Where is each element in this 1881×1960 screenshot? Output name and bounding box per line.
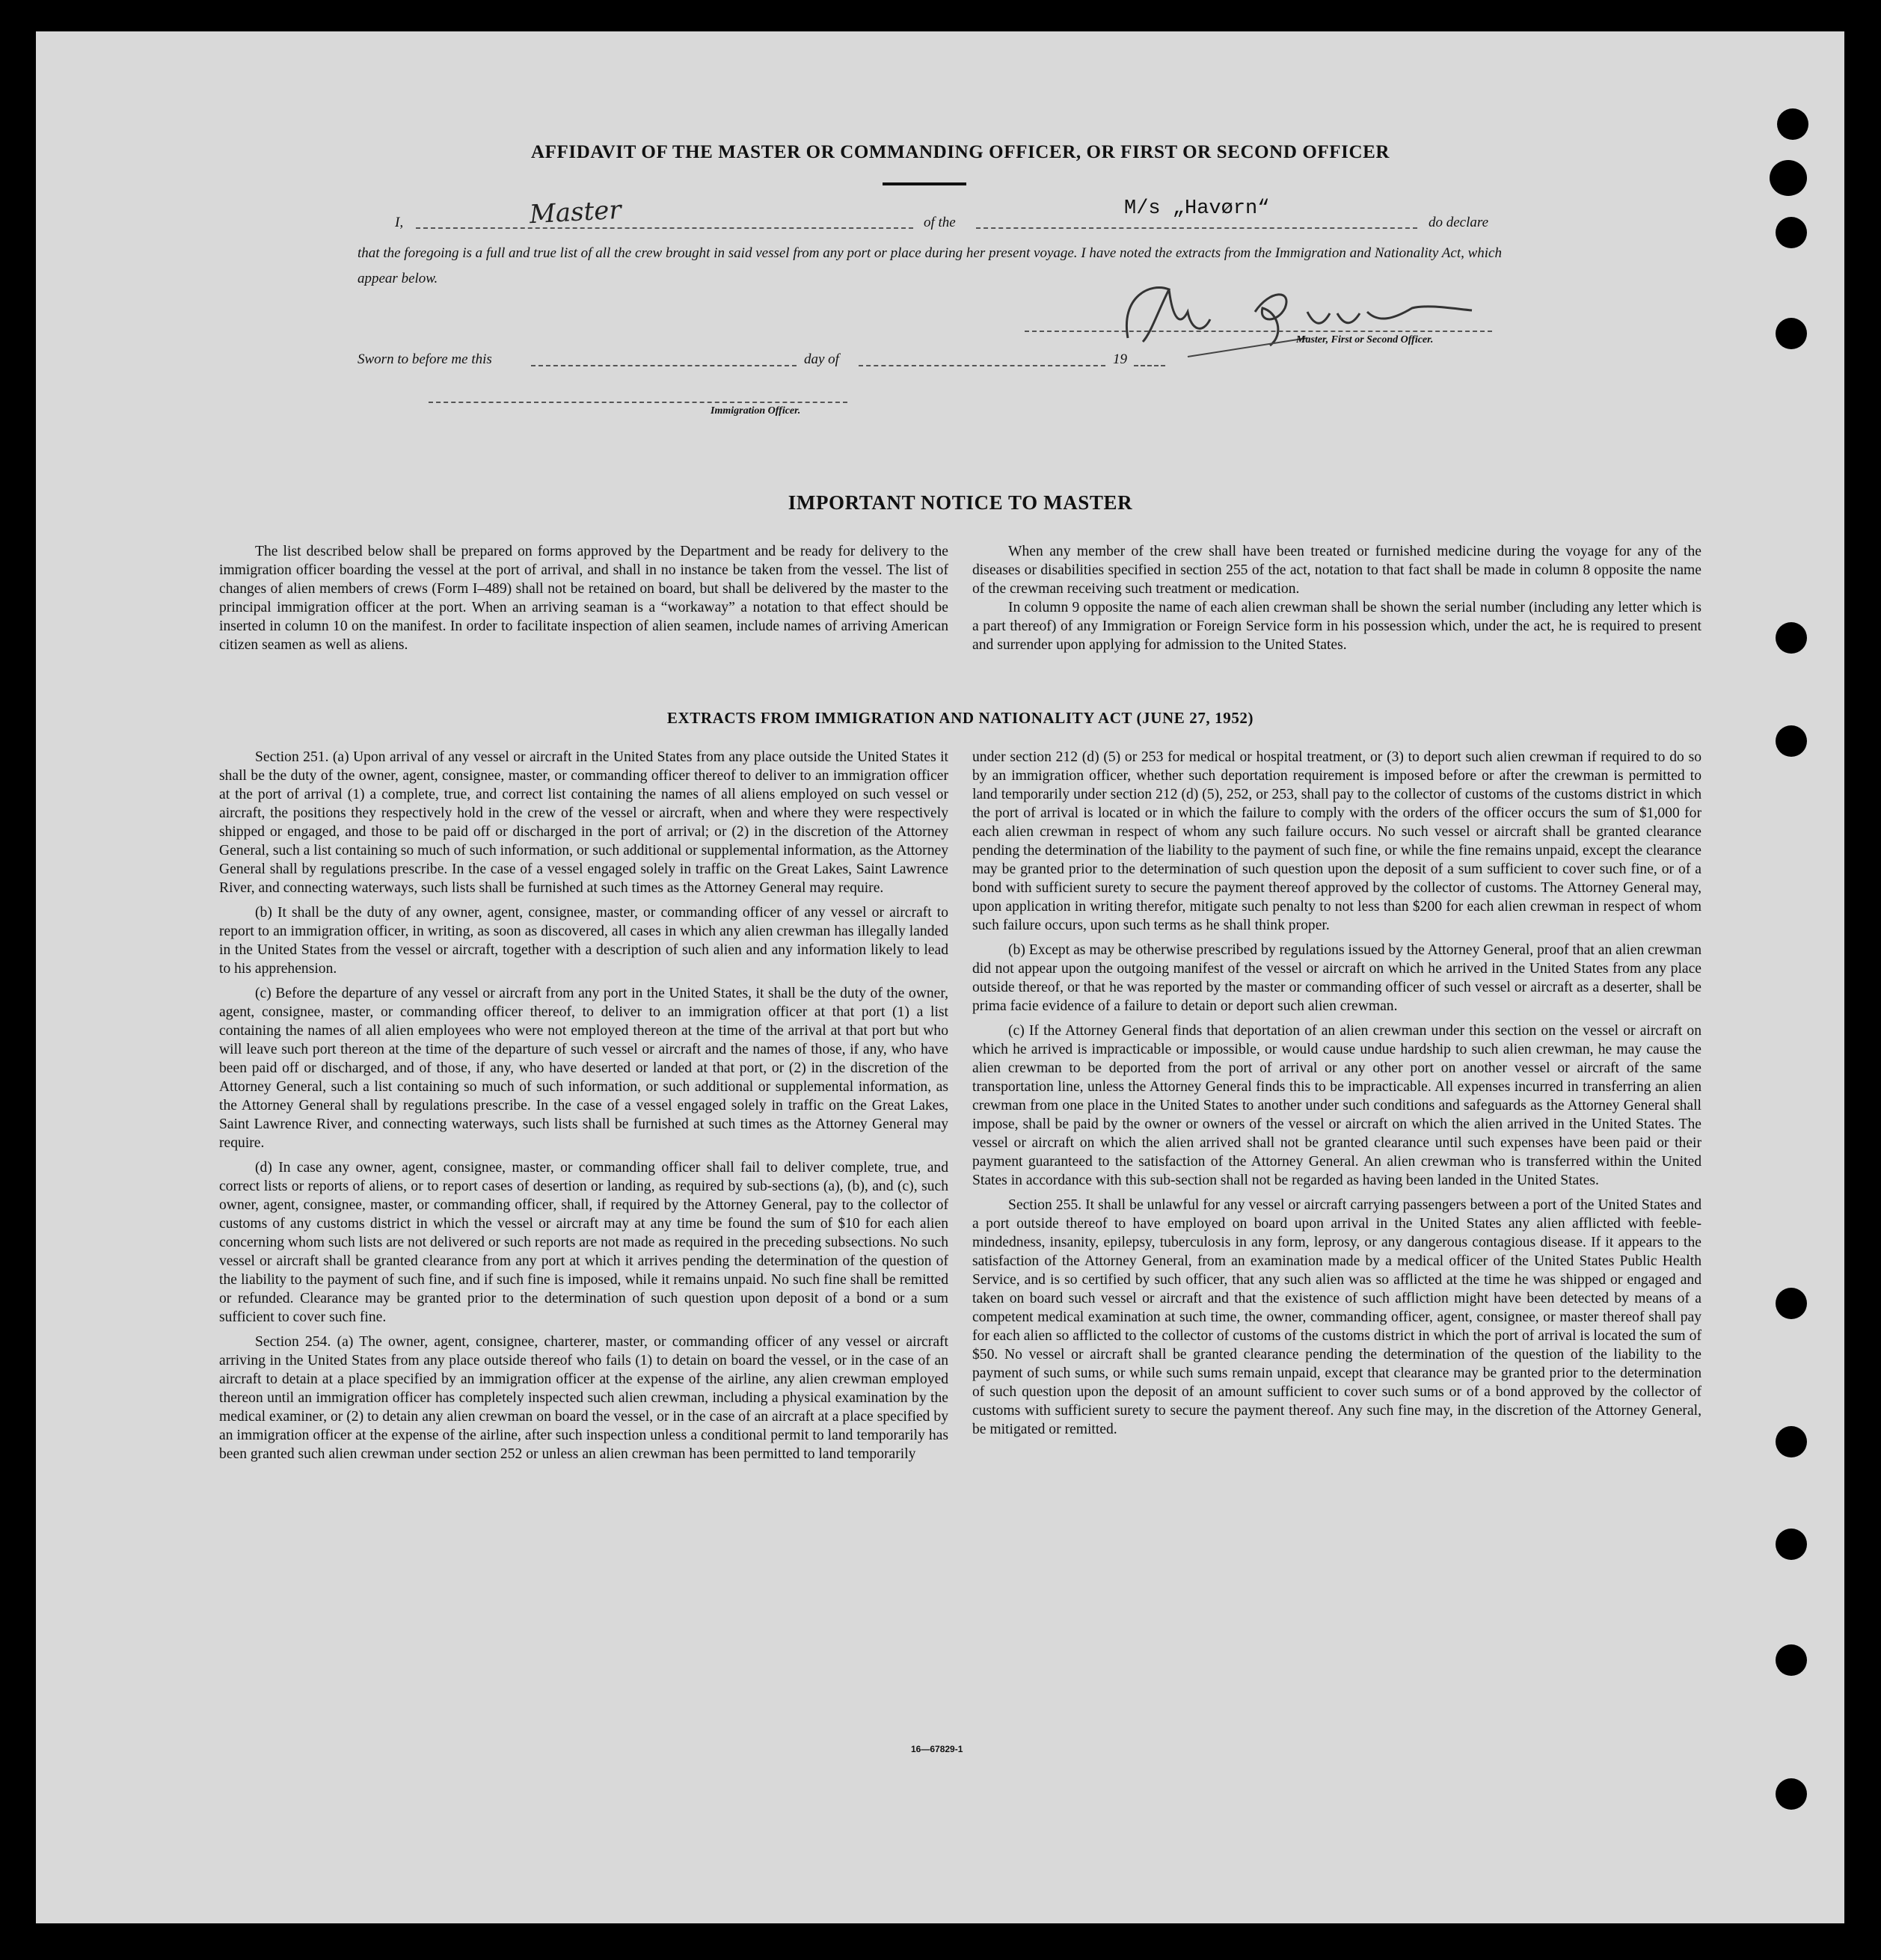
extract-paragraph: (b) Except as may be otherwise prescribed by regulations issued by the Attorney General, proof that an alien crewman did not appear upon the outgoing manifest of the vessel or aircraft on which he arrived in the United States from any place outside thereof, or that he was reported by the master or commanding officer of such vessel or aircraft as a deserter, shall be prima facie evidence of a failure to detain or deport such alien crewman. [972,942,1702,1014]
sworn-label: Sworn to before me this [358,351,492,367]
extract-paragraph: (b) It shall be the duty of any owner, agent, consignee, master, or commanding officer of any vessel or aircraft to report to an immigration officer, in writing, as soon as discovered, all cases in which any alien crewman has illegally landed in the United States from the vessel or aircraft, together with a description of such alien and any information likely to lead to his apprehension. [219,905,948,977]
notice-left-column [219,542,948,660]
i-label: I, [395,215,404,230]
notice-right-paragraph: In column 9 opposite the name of each alien crewman shall be shown the serial number (including any letter which is a part thereof) of any Immigration or Foreign Service form in his possession which, under the act, he is required to present and surrender upon applying for admission to the United States. [972,600,1702,653]
extract-paragraph: Section 251. (a) Upon arrival of any vessel or aircraft in the United States from any place outside the United States it shall be the duty of the owner, agent, consignee, master, or commanding officer thereof to deliver to an immigration officer at the port of arrival (1) a complete, true, and correct list containing the names of all aliens employed on such vessel or aircraft, the positions they respectively hold in the crew of the vessel or aircraft, when and where they were respectively shipped or engaged, and those to be paid off or discharged in the port of arrival; or (2) in the discretion of the Attorney General, such a list containing so much of such information, or such additional or supplemental information, as the Attorney General shall by regulations prescribe. In the case of a vessel engaged solely in traffic on the Great Lakes, Saint Lawrence River, and connecting waterways, such lists shall be furnished at such times as the Attorney General may require. [219,749,948,896]
declaration-text: that the foregoing is a full and true list of all the crew brought in said vessel from any port or place during her present voyage. I have noted the extracts from the Immigration and Nationality Act, which appear below. [358,245,1502,286]
officer-caption: Immigration Officer. [711,405,801,417]
vessel-name: M/s „Havørn“ [1124,197,1270,220]
extract-continuation: under section 212 (d) (5) or 253 for medical or hospital treatment, or (3) to deport such alien crewman if required to do so by an immigration officer, whether such deportation requirement is imposed before or after the crewman is permitted to land temporarily under section 212 (d) (5), 252, or 253, shall pay to the collector of customs of the customs district in which the port of arrival is located or in which the failure to comply with the orders of the officer occurs the sum of $1,000 for each alien crewman in respect of whom any such failure occurs. No such vessel or aircraft shall be granted clearance pending the determination of the liability to the payment of such fine, or while the fine remains unpaid, except the clearance may be granted prior to the determination of such question upon the deposit of a sum sufficient to cover such fine, or of a bond with sufficient surety to secure the payment thereof approved by the collector of customs. The Attorney General may, upon application in writing therefor, mitigate such penalty to not less than $200 for each alien crewman in respect of whom such failure occurs, upon such terms as he shall think proper. [972,749,1702,933]
extracts-right-column [972,748,1702,1445]
punch-hole [1777,108,1808,140]
extract-paragraph: (c) If the Attorney General finds that deportation of an alien crewman under this section on the vessel or aircraft on which he arrived is impracticable or impossible, or would cause undue hardship to such alien crewman, he may cause the alien crewman to be deported from the port of arrival or any other port on another vessel or aircraft of the same transportation line, unless the Attorney General finds this to be impracticable. All expenses incurred in transferring an alien crewman from one place in the United States to another under such conditions and safeguards as the Attorney General shall impose, shall be paid by the owner or owners of the vessel or aircraft on which the alien arrived in the United States. The vessel or aircraft on which the alien arrived shall not be granted clearance until such expenses have been paid or their payment guaranteed to the satisfaction of the Attorney General. An alien crewman who is transferred within the United States in accordance with this sub-section shall not be regarded as having been landed in the United States. [972,1023,1702,1188]
notice-title: IMPORTANT NOTICE TO MASTER [788,491,1133,514]
punch-hole [1776,1426,1807,1457]
vessel-line [976,227,1417,229]
punch-hole [1776,622,1807,654]
year-line [1134,365,1165,366]
punch-hole [1776,217,1807,248]
year-prefix: 19 [1113,351,1127,367]
punch-hole [1776,1529,1807,1560]
month-line [859,365,1105,366]
extract-paragraph: Section 255. It shall be unlawful for any vessel or aircraft carrying passengers between a port of the United States and a port outside thereof to have employed on board upon arrival in the United States any alien afflicted with feeble-mindedness, insanity, epilepsy, tuberculosis in any form, leprosy, or any dangerous contagious disease. If it appears to the satisfaction of the Attorney General, from an examination made by a medical officer of the United States Public Health Service, and is so certified by such officer, that any such alien was so afflicted at the time he was shipped or engaged and taken on board such vessel or aircraft and that the existence of such affliction might have been detected by means of a competent medical examination at such time, the owner, commanding officer, agent, consignee, or master thereof shall pay for each alien so afflicted to the collector of customs of the customs district in which the port of arrival is located the sum of $50. No vessel or aircraft shall be granted clearance pending the determination of the question of the liability to the payment of such sums, or while such sums remain unpaid, except that clearance may be granted prior to the determination of such question upon the deposit of an amount sufficient to cover such sums or of a bond approved by the collector of customs with sufficient surety to secure the payment thereof. Any such fine may, in the discretion of the Attorney General, be mitigated or remitted. [972,1197,1702,1437]
notice-right-column [972,542,1702,660]
day-of-label: day of [804,351,839,367]
punch-hole [1776,1288,1807,1319]
extract-paragraph: Section 254. (a) The owner, agent, consignee, charterer, master, or commanding officer of any vessel or aircraft arriving in the United States from any place outside thereof who fails (1) to detain on board the vessel, or in the case of an aircraft to detain at a place specified by an immigration officer at the expense of the airline, any alien crewman employed thereon until an immigration officer has completely inspected such alien crewman, including a physical examination by the medical examiner, or (2) to detain any alien crewman on board the vessel, or in the case of an aircraft at a place specified by an immigration officer at the expense of the airline, after such inspection unless a conditional permit to land temporarily has been granted such alien crewman under section 252 or unless an alien crewman has been permitted to land temporarily [219,1334,948,1462]
extract-paragraph: (c) Before the departure of any vessel or aircraft from any port in the United States, it shall be the duty of the owner, agent, consignee, master, or commanding officer thereof, to deliver to an immigration officer at that port (1) a list containing the names of all alien employees who were not employed thereon at the time of the arrival at that port but who will leave such port thereon at the time of the departure of such vessel or aircraft and the names of those, if any, who have been paid off or discharged, and of those, if any, who have deserted or landed at that port, or (2) in the discretion of the Attorney General, such a list containing so much of such information, or such additional or supplemental information, as the Attorney General shall by regulations prescribe. In the case of a vessel engaged solely in traffic on the Great Lakes, Saint Lawrence River, and connecting waterways, such lists shall be furnished at such times as the Attorney General may require. [219,986,948,1151]
handwritten-master: Master [529,194,622,230]
extracts-left-column [219,748,948,1469]
officer-line [429,402,847,403]
punch-hole [1776,1644,1807,1676]
punch-hole [1770,160,1807,196]
extract-paragraph: (d) In case any owner, agent, consignee, master, or commanding officer shall fail to deliver complete, true, and correct lists or reports of aliens, or to report cases of desertion or landing, as required by sub-sections (a), (b), and (c), such owner, agent, consignee, master, or commanding officer, shall, if required by the Attorney General, pay to the collector of customs of any customs district in which the vessel or aircraft may at any time be found the sum of $10 for each alien concerning whom such lists are not delivered or such reports are not made as required in the preceding subsections. No such vessel or aircraft shall be granted clearance from any port at which it arrives pending the determination of the question of the liability to the payment of such fine, and if such fine is imposed, while it remains unpaid. No such fine shall be remitted or refunded. Clearance may be granted prior to the determination of such question upon deposit of a bond or a sum sufficient to cover such fine. [219,1160,948,1325]
form-code: 16—67829-1 [911,1744,963,1754]
extracts-title: EXTRACTS FROM IMMIGRATION AND NATIONALITY ACT (JUNE 27, 1952) [666,709,1254,727]
do-declare-label: do declare [1429,215,1489,230]
notice-left-paragraph: The list described below shall be prepared on forms approved by the Department and be ready for delivery to the immigration officer boarding the vessel at the port of arrival, and shall in no instance be taken from the vessel. The list of changes of alien members of crews (Form I–489) shall not be retained on board, but shall be delivered by the master to the principal immigration officer at the port. When an arriving seaman is a “workaway” a notation to that effect should be inserted in column 10 on the manifest. In order to facilitate inspection of alien seamen, include names of arriving American citizen seamen as well as aliens. [219,544,948,653]
document-page [36,31,1844,1923]
signature-scribble [1098,267,1487,364]
title-rule [883,182,966,185]
signature-line [1025,331,1492,332]
punch-hole [1776,1778,1807,1810]
punch-hole [1776,725,1807,757]
of-the-label: of the [924,215,956,230]
punch-hole [1776,318,1807,349]
bleed-through-text [402,121,408,145]
affidavit-title: AFFIDAVIT OF THE MASTER OR COMMANDING OFFICER, OR FIRST OR SECOND OFFICER [530,142,1390,162]
signature-caption: Master, First or Second Officer. [1296,334,1434,345]
notice-right-paragraph: When any member of the crew shall have been treated or furnished medicine during the voyage for any of the diseases or disabilities specified in section 255 of the act, notation to that fact shall be made in column 8 opposite the name of the crewman receiving such treatment or medication. [972,544,1702,597]
sworn-date-line [531,365,797,366]
name-line [416,227,913,229]
